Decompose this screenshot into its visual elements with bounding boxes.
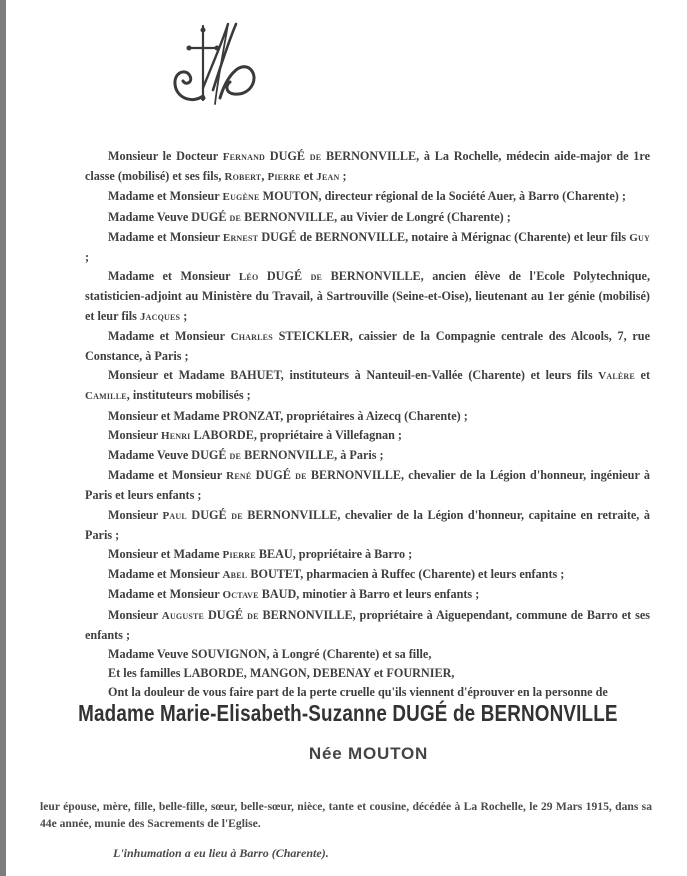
text-run: BERNONVILLE, chevalier de la Légion d'honneur, capitaine en retraite, à Paris ; xyxy=(85,507,651,542)
death-details: leur épouse, mère, fille, belle-fille, sœur, belle-sœur, nièce, tante et cousine, décédée à La Rochelle, le 29 Mars 1915, dans sa 44e année, munie des Sacrements de l'Eglise. xyxy=(40,800,652,830)
text-run: Madame et Monsieur xyxy=(108,229,223,244)
burial-note: L'inhumation a eu lieu à Barro (Charente). xyxy=(113,846,329,860)
text-run: Et les familles LABORDE, MANGON, DEBENAY et FOURNIER, xyxy=(108,666,455,681)
text-run: Monsieur et Madame xyxy=(108,547,223,562)
given-name: Charles xyxy=(230,330,273,343)
announcer-paragraph xyxy=(85,366,650,406)
text-run: Ont la douleur de vous faire part de la perte cruelle qu'ils viennent d'éprouver en la personne de xyxy=(108,685,608,700)
text-run: BERNONVILLE, à La Rochelle, médecin aide-major de 1re classe (mobilisé) et ses fils, xyxy=(85,149,650,184)
text-run: , xyxy=(261,169,268,184)
announcers-list xyxy=(85,147,650,703)
given-name: de xyxy=(310,271,323,284)
text-run: Madame et Monsieur xyxy=(108,468,227,483)
given-name: Valère xyxy=(598,370,635,383)
given-name: Camille xyxy=(85,390,127,403)
text-run: BAUD, minotier à Barro et leurs enfants ; xyxy=(258,587,480,602)
given-name: Guy xyxy=(629,231,650,244)
text-run: Monsieur xyxy=(108,507,163,522)
text-run: BEAU, propriétaire à Barro ; xyxy=(255,547,413,562)
given-name: Octave xyxy=(222,589,259,602)
announcer-paragraph xyxy=(85,466,650,505)
given-name: Jean xyxy=(316,171,340,184)
text-run: Monsieur et Madame BAHUET, instituteurs à Nanteuil-en-Vallée (Charente) et leurs fils xyxy=(108,368,599,383)
given-name: de xyxy=(295,470,307,483)
announcer-paragraph xyxy=(85,267,650,327)
given-name: René xyxy=(226,470,252,483)
given-name: Jacques xyxy=(139,310,181,323)
text-run: Madame et Monsieur xyxy=(108,269,239,284)
text-run: Monsieur et Madame PRONZAT, propriétaires à Aizecq (Charente) ; xyxy=(108,408,468,423)
given-name: Auguste xyxy=(161,609,205,622)
text-run: BOUTET, pharmacien à Ruffec (Charente) et leurs enfants ; xyxy=(247,567,565,582)
text-run: DUGÉ xyxy=(204,607,248,622)
given-name: Ernest xyxy=(222,231,259,244)
announcer-paragraph xyxy=(85,147,650,187)
text-run: Madame Veuve DUGÉ xyxy=(108,448,230,463)
deceased-name: Madame Marie-Elisabeth-Suzanne DUGÉ de BERNONVILLE xyxy=(78,700,618,726)
text-run: et xyxy=(634,368,651,383)
announcer-paragraph xyxy=(85,606,650,645)
announcer-paragraph xyxy=(85,585,650,605)
monogram-svg xyxy=(170,18,260,118)
announcer-paragraph xyxy=(85,327,650,366)
text-run: STEICKLER, caissier de la Compagnie centrale des Alcools, 7, rue Constance, à Paris ; xyxy=(85,328,650,364)
announcer-paragraph xyxy=(85,187,650,207)
text-run: BERNONVILLE, ancien élève de l'Ecole Polytechnique, statisticien-adjoint au Ministère du Travail, à Sartrouville (Seine-et-Oise), lieutenant au 1er génie (mobilisé) et leur fils xyxy=(85,269,650,323)
announcer-paragraph xyxy=(85,664,650,683)
given-name: de xyxy=(247,609,259,622)
given-name: de xyxy=(229,211,242,224)
announcer-paragraph xyxy=(85,545,650,565)
announcer-paragraph xyxy=(85,208,650,228)
text-run: Madame et Monsieur xyxy=(108,328,231,343)
given-name: de xyxy=(229,450,242,463)
given-name: Abel xyxy=(222,569,248,582)
given-name: Pierre xyxy=(267,171,301,184)
text-run: Monsieur le Docteur xyxy=(108,149,223,163)
given-name: Léo xyxy=(238,271,259,284)
text-run: , instituteurs mobilisés ; xyxy=(126,388,251,403)
announcer-paragraph xyxy=(85,446,650,466)
given-name: Robert xyxy=(224,171,262,184)
given-name: Paul xyxy=(162,509,187,522)
text-run: et xyxy=(300,169,317,184)
text-run: DUGÉ de BERNONVILLE, notaire à Mérignac (Charente) et leur fils xyxy=(258,229,630,244)
announcer-paragraph xyxy=(85,426,650,446)
text-run: BERNONVILLE, chevalier de la Légion d'honneur, ingénieur à Paris et leurs enfants ; xyxy=(85,468,650,503)
text-run: MOUTON, directeur régional de la Société Auer, à Barro (Charente) ; xyxy=(259,189,626,204)
announcer-paragraph xyxy=(85,645,650,664)
text-run: BERNONVILLE, au Vivier de Longré (Charente) ; xyxy=(241,209,511,224)
text-run: Madame et Monsieur xyxy=(108,189,223,204)
text-run: LABORDE, propriétaire à Villefagnan ; xyxy=(190,427,402,442)
text-run: ; xyxy=(85,250,90,265)
text-run: Madame Veuve DUGÉ xyxy=(108,209,230,224)
given-name: Pierre xyxy=(222,549,256,562)
text-run: DUGÉ xyxy=(186,507,232,522)
text-run: BERNONVILLE, propriétaire à Aiguependant, commune de Barro et ses enfants ; xyxy=(85,607,650,642)
text-run: DUGÉ xyxy=(265,149,310,163)
given-name: de xyxy=(309,151,322,163)
announcer-paragraph xyxy=(85,407,650,426)
text-run: Monsieur xyxy=(108,607,162,622)
text-run: BERNONVILLE, à Paris ; xyxy=(241,448,384,463)
announcer-paragraph xyxy=(85,565,650,585)
text-run: Madame et Monsieur xyxy=(108,567,223,582)
text-run: DUGÉ xyxy=(258,269,311,284)
text-run: Monsieur xyxy=(108,427,161,442)
cross-m-monogram-icon xyxy=(170,18,260,118)
given-name: Eugène xyxy=(222,191,260,204)
announcer-paragraph xyxy=(85,228,650,267)
given-name: Fernand xyxy=(222,151,266,163)
given-name: Henri xyxy=(160,429,191,442)
text-run: DUGÉ xyxy=(251,468,296,483)
text-run: ; xyxy=(180,308,188,323)
text-run: Madame et Monsieur xyxy=(108,587,223,602)
given-name: de xyxy=(231,509,243,522)
text-run: Madame Veuve SOUVIGNON, à Longré (Charente) et sa fille, xyxy=(108,647,432,662)
maiden-name: Née MOUTON xyxy=(308,744,429,763)
announcer-paragraph xyxy=(85,506,650,545)
text-run: ; xyxy=(339,169,347,184)
